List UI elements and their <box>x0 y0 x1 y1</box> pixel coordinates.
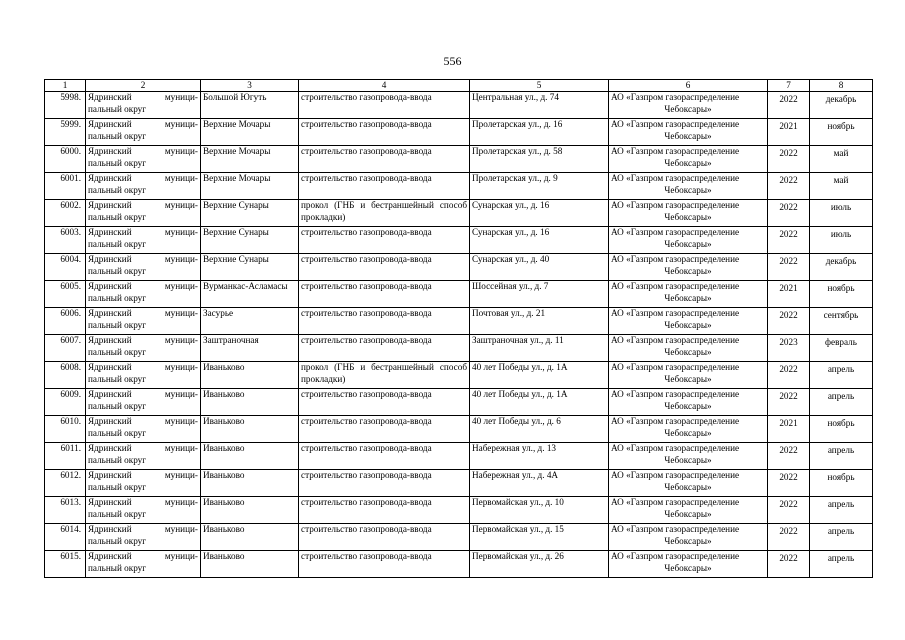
year: 2022 <box>768 200 810 227</box>
settlement: Верхние Сунары <box>201 254 299 281</box>
row-number: 6013. <box>45 497 86 524</box>
month: май <box>810 173 873 200</box>
year: 2022 <box>768 173 810 200</box>
year: 2022 <box>768 497 810 524</box>
work-type: прокол (ГНБ и бестраншейный способ прокладки) <box>299 200 470 227</box>
row-number: 5999. <box>45 119 86 146</box>
district-type-part1: муници- <box>164 92 198 102</box>
district-name: Ядринский <box>88 362 132 372</box>
work-type: строительство газопровода-ввода <box>299 254 470 281</box>
organization-line2: Чебоксары» <box>664 265 712 276</box>
month: ноябрь <box>810 470 873 497</box>
month: июль <box>810 200 873 227</box>
organization <box>609 389 768 416</box>
municipal-district <box>86 281 201 308</box>
settlement: Верхние Мочары <box>201 146 299 173</box>
year: 2021 <box>768 119 810 146</box>
district-type-part1: муници- <box>164 551 198 561</box>
work-type: строительство газопровода-ввода <box>299 92 470 119</box>
header-row <box>45 80 873 92</box>
organization-line1: АО «Газпром газораспределение <box>611 146 740 156</box>
work-type: строительство газопровода-ввода <box>299 497 470 524</box>
row-number: 6006. <box>45 308 86 335</box>
organization <box>609 227 768 254</box>
district-name: Ядринский <box>88 497 132 507</box>
municipal-district <box>86 551 201 578</box>
header-cell: 5 <box>470 80 609 92</box>
settlement: Иваньково <box>201 551 299 578</box>
district-type-part1: муници- <box>164 200 198 210</box>
organization <box>609 92 768 119</box>
municipal-district <box>86 308 201 335</box>
month: апрель <box>810 497 873 524</box>
organization <box>609 551 768 578</box>
municipal-district <box>86 470 201 497</box>
address: Пролетарская ул., д. 58 <box>470 146 609 173</box>
district-type-part2: пальный округ <box>88 508 147 519</box>
month: ноябрь <box>810 416 873 443</box>
district-type-part1: муници- <box>164 173 198 183</box>
address: Почтовая ул., д. 21 <box>470 308 609 335</box>
row-number: 6001. <box>45 173 86 200</box>
page-number: 556 <box>443 54 462 68</box>
work-type: строительство газопровода-ввода <box>299 227 470 254</box>
table-row <box>45 362 873 389</box>
table-row <box>45 416 873 443</box>
header-cell: 3 <box>201 80 299 92</box>
settlement: Вурманкас-Асламасы <box>201 281 299 308</box>
organization-line1: АО «Газпром газораспределение <box>611 254 740 264</box>
district-type-part1: муници- <box>164 308 198 318</box>
work-type: строительство газопровода-ввода <box>299 416 470 443</box>
organization-line1: АО «Газпром газораспределение <box>611 119 740 129</box>
district-type-part2: пальный округ <box>88 454 147 465</box>
district-type-part2: пальный округ <box>88 319 147 330</box>
work-type: строительство газопровода-ввода <box>299 524 470 551</box>
row-number: 6015. <box>45 551 86 578</box>
header-cell: 7 <box>768 80 810 92</box>
organization-line1: АО «Газпром газораспределение <box>611 524 740 534</box>
month: апрель <box>810 551 873 578</box>
address: Первомайская ул., д. 10 <box>470 497 609 524</box>
table-row <box>45 119 873 146</box>
district-type-part2: пальный округ <box>88 481 147 492</box>
district-type-part1: муници- <box>164 146 198 156</box>
table-row <box>45 227 873 254</box>
year: 2021 <box>768 416 810 443</box>
row-number: 6000. <box>45 146 86 173</box>
organization <box>609 308 768 335</box>
month: апрель <box>810 443 873 470</box>
organization-line2: Чебоксары» <box>664 481 712 492</box>
district-type-part1: муници- <box>164 335 198 345</box>
address: 40 лет Победы ул., д. 1А <box>470 389 609 416</box>
organization-line2: Чебоксары» <box>664 130 712 141</box>
work-type: строительство газопровода-ввода <box>299 443 470 470</box>
settlement: Верхние Сунары <box>201 200 299 227</box>
work-type: строительство газопровода-ввода <box>299 146 470 173</box>
month: декабрь <box>810 254 873 281</box>
work-type: строительство газопровода-ввода <box>299 470 470 497</box>
district-type-part1: муници- <box>164 497 198 507</box>
district-type-part1: муници- <box>164 524 198 534</box>
year: 2022 <box>768 389 810 416</box>
year: 2022 <box>768 92 810 119</box>
address: 40 лет Победы ул., д. 1А <box>470 362 609 389</box>
table-row <box>45 146 873 173</box>
organization <box>609 497 768 524</box>
row-number: 6005. <box>45 281 86 308</box>
header-cell: 1 <box>45 80 86 92</box>
municipal-district <box>86 146 201 173</box>
year: 2022 <box>768 443 810 470</box>
settlement: Иваньково <box>201 524 299 551</box>
organization-line2: Чебоксары» <box>664 103 712 114</box>
district-type-part2: пальный округ <box>88 184 147 195</box>
municipal-district <box>86 200 201 227</box>
work-type: строительство газопровода-ввода <box>299 308 470 335</box>
header-cell: 8 <box>810 80 873 92</box>
address: Заштраночная ул., д. 11 <box>470 335 609 362</box>
organization-line2: Чебоксары» <box>664 346 712 357</box>
municipal-district <box>86 227 201 254</box>
month: апрель <box>810 524 873 551</box>
organization-line1: АО «Газпром газораспределение <box>611 308 740 318</box>
district-name: Ядринский <box>88 551 132 561</box>
row-number: 6009. <box>45 389 86 416</box>
year: 2022 <box>768 362 810 389</box>
row-number: 6012. <box>45 470 86 497</box>
address: Набережная ул., д. 13 <box>470 443 609 470</box>
municipal-district <box>86 335 201 362</box>
district-type-part2: пальный округ <box>88 157 147 168</box>
organization-line1: АО «Газпром газораспределение <box>611 416 740 426</box>
organization-line1: АО «Газпром газораспределение <box>611 443 740 453</box>
work-type: строительство газопровода-ввода <box>299 173 470 200</box>
year: 2022 <box>768 551 810 578</box>
organization <box>609 119 768 146</box>
district-name: Ядринский <box>88 92 132 102</box>
address: Центральная ул., д. 74 <box>470 92 609 119</box>
address: Сунарская ул., д. 40 <box>470 254 609 281</box>
district-type-part2: пальный округ <box>88 400 147 411</box>
district-name: Ядринский <box>88 281 132 291</box>
district-type-part1: муници- <box>164 470 198 480</box>
district-type-part2: пальный округ <box>88 130 147 141</box>
municipal-district <box>86 443 201 470</box>
organization-line1: АО «Газпром газораспределение <box>611 470 740 480</box>
settlement: Заштраночная <box>201 335 299 362</box>
district-type-part2: пальный округ <box>88 427 147 438</box>
organization <box>609 146 768 173</box>
district-type-part2: пальный округ <box>88 562 147 573</box>
table-row <box>45 335 873 362</box>
district-name: Ядринский <box>88 416 132 426</box>
organization-line2: Чебоксары» <box>664 157 712 168</box>
organization-line2: Чебоксары» <box>664 427 712 438</box>
header-cell: 4 <box>299 80 470 92</box>
municipal-district <box>86 389 201 416</box>
address: Шоссейная ул., д. 7 <box>470 281 609 308</box>
address: Сунарская ул., д. 16 <box>470 227 609 254</box>
table-row <box>45 551 873 578</box>
organization-line1: АО «Газпром газораспределение <box>611 551 740 561</box>
settlement: Верхние Мочары <box>201 173 299 200</box>
settlement: Иваньково <box>201 362 299 389</box>
organization <box>609 443 768 470</box>
organization <box>609 281 768 308</box>
organization-line1: АО «Газпром газораспределение <box>611 389 740 399</box>
district-name: Ядринский <box>88 335 132 345</box>
municipal-district <box>86 92 201 119</box>
organization-line2: Чебоксары» <box>664 292 712 303</box>
address: Первомайская ул., д. 26 <box>470 551 609 578</box>
organization-line2: Чебоксары» <box>664 562 712 573</box>
organization-line1: АО «Газпром газораспределение <box>611 362 740 372</box>
address: 40 лет Победы ул., д. 6 <box>470 416 609 443</box>
header-cell: 2 <box>86 80 201 92</box>
district-type-part1: муници- <box>164 227 198 237</box>
settlement: Иваньково <box>201 389 299 416</box>
month: ноябрь <box>810 119 873 146</box>
year: 2023 <box>768 335 810 362</box>
organization-line1: АО «Газпром газораспределение <box>611 335 740 345</box>
row-number: 6014. <box>45 524 86 551</box>
table-row <box>45 524 873 551</box>
month: февраль <box>810 335 873 362</box>
district-name: Ядринский <box>88 173 132 183</box>
header-cell: 6 <box>609 80 768 92</box>
organization <box>609 254 768 281</box>
settlement: Верхние Сунары <box>201 227 299 254</box>
settlement: Большой Югуть <box>201 92 299 119</box>
district-name: Ядринский <box>88 227 132 237</box>
table-row <box>45 443 873 470</box>
district-type-part1: муници- <box>164 281 198 291</box>
row-number: 5998. <box>45 92 86 119</box>
organization-line2: Чебоксары» <box>664 454 712 465</box>
municipal-district <box>86 254 201 281</box>
work-type: строительство газопровода-ввода <box>299 119 470 146</box>
district-type-part1: муници- <box>164 389 198 399</box>
municipal-district <box>86 119 201 146</box>
organization-line2: Чебоксары» <box>664 238 712 249</box>
row-number: 6010. <box>45 416 86 443</box>
municipal-district <box>86 416 201 443</box>
month: июль <box>810 227 873 254</box>
district-type-part2: пальный округ <box>88 373 147 384</box>
month: сентябрь <box>810 308 873 335</box>
settlement: Засурье <box>201 308 299 335</box>
district-type-part2: пальный округ <box>88 292 147 303</box>
year: 2022 <box>768 254 810 281</box>
district-type-part1: муници- <box>164 119 198 129</box>
organization <box>609 362 768 389</box>
organization <box>609 200 768 227</box>
row-number: 6003. <box>45 227 86 254</box>
table-row <box>45 254 873 281</box>
district-name: Ядринский <box>88 308 132 318</box>
organization <box>609 524 768 551</box>
table-row <box>45 308 873 335</box>
address: Сунарская ул., д. 16 <box>470 200 609 227</box>
district-name: Ядринский <box>88 443 132 453</box>
month: май <box>810 146 873 173</box>
work-type: прокол (ГНБ и бестраншейный способ прокладки) <box>299 362 470 389</box>
organization-line1: АО «Газпром газораспределение <box>611 227 740 237</box>
district-name: Ядринский <box>88 524 132 534</box>
year: 2022 <box>768 227 810 254</box>
organization-line1: АО «Газпром газораспределение <box>611 173 740 183</box>
organization-line2: Чебоксары» <box>664 508 712 519</box>
organization-line1: АО «Газпром газораспределение <box>611 92 740 102</box>
year: 2021 <box>768 281 810 308</box>
table-row <box>45 497 873 524</box>
district-type-part2: пальный округ <box>88 346 147 357</box>
table-row <box>45 200 873 227</box>
organization-line2: Чебоксары» <box>664 400 712 411</box>
district-name: Ядринский <box>88 146 132 156</box>
register-table <box>44 79 873 578</box>
organization <box>609 335 768 362</box>
district-type-part2: пальный округ <box>88 211 147 222</box>
district-type-part2: пальный округ <box>88 103 147 114</box>
district-name: Ядринский <box>88 389 132 399</box>
row-number: 6008. <box>45 362 86 389</box>
district-type-part2: пальный округ <box>88 238 147 249</box>
table-row <box>45 173 873 200</box>
organization <box>609 416 768 443</box>
district-name: Ядринский <box>88 119 132 129</box>
year: 2022 <box>768 146 810 173</box>
work-type: строительство газопровода-ввода <box>299 551 470 578</box>
address: Пролетарская ул., д. 16 <box>470 119 609 146</box>
organization-line2: Чебоксары» <box>664 373 712 384</box>
organization-line2: Чебоксары» <box>664 319 712 330</box>
settlement: Иваньково <box>201 416 299 443</box>
row-number: 6004. <box>45 254 86 281</box>
organization-line1: АО «Газпром газораспределение <box>611 281 740 291</box>
address: Пролетарская ул., д. 9 <box>470 173 609 200</box>
month: декабрь <box>810 92 873 119</box>
municipal-district <box>86 173 201 200</box>
district-type-part1: муници- <box>164 443 198 453</box>
district-type-part1: муници- <box>164 254 198 264</box>
year: 2022 <box>768 524 810 551</box>
table-row <box>45 281 873 308</box>
municipal-district <box>86 362 201 389</box>
month: апрель <box>810 362 873 389</box>
month: ноябрь <box>810 281 873 308</box>
organization <box>609 173 768 200</box>
work-type: строительство газопровода-ввода <box>299 335 470 362</box>
table-row <box>45 389 873 416</box>
organization <box>609 470 768 497</box>
district-name: Ядринский <box>88 254 132 264</box>
row-number: 6011. <box>45 443 86 470</box>
district-type-part2: пальный округ <box>88 535 147 546</box>
address: Первомайская ул., д. 15 <box>470 524 609 551</box>
settlement: Иваньково <box>201 443 299 470</box>
district-type-part1: муници- <box>164 416 198 426</box>
table-row <box>45 92 873 119</box>
month: апрель <box>810 389 873 416</box>
row-number: 6002. <box>45 200 86 227</box>
municipal-district <box>86 524 201 551</box>
year: 2022 <box>768 308 810 335</box>
settlement: Иваньково <box>201 497 299 524</box>
district-name: Ядринский <box>88 200 132 210</box>
table-row <box>45 470 873 497</box>
organization-line2: Чебоксары» <box>664 535 712 546</box>
work-type: строительство газопровода-ввода <box>299 281 470 308</box>
row-number: 6007. <box>45 335 86 362</box>
settlement: Верхние Мочары <box>201 119 299 146</box>
organization-line2: Чебоксары» <box>664 184 712 195</box>
district-type-part2: пальный округ <box>88 265 147 276</box>
organization-line1: АО «Газпром газораспределение <box>611 200 740 210</box>
address: Набережная ул., д. 4А <box>470 470 609 497</box>
district-name: Ядринский <box>88 470 132 480</box>
year: 2022 <box>768 470 810 497</box>
work-type: строительство газопровода-ввода <box>299 389 470 416</box>
organization-line1: АО «Газпром газораспределение <box>611 497 740 507</box>
municipal-district <box>86 497 201 524</box>
organization-line2: Чебоксары» <box>664 211 712 222</box>
settlement: Иваньково <box>201 470 299 497</box>
district-type-part1: муници- <box>164 362 198 372</box>
